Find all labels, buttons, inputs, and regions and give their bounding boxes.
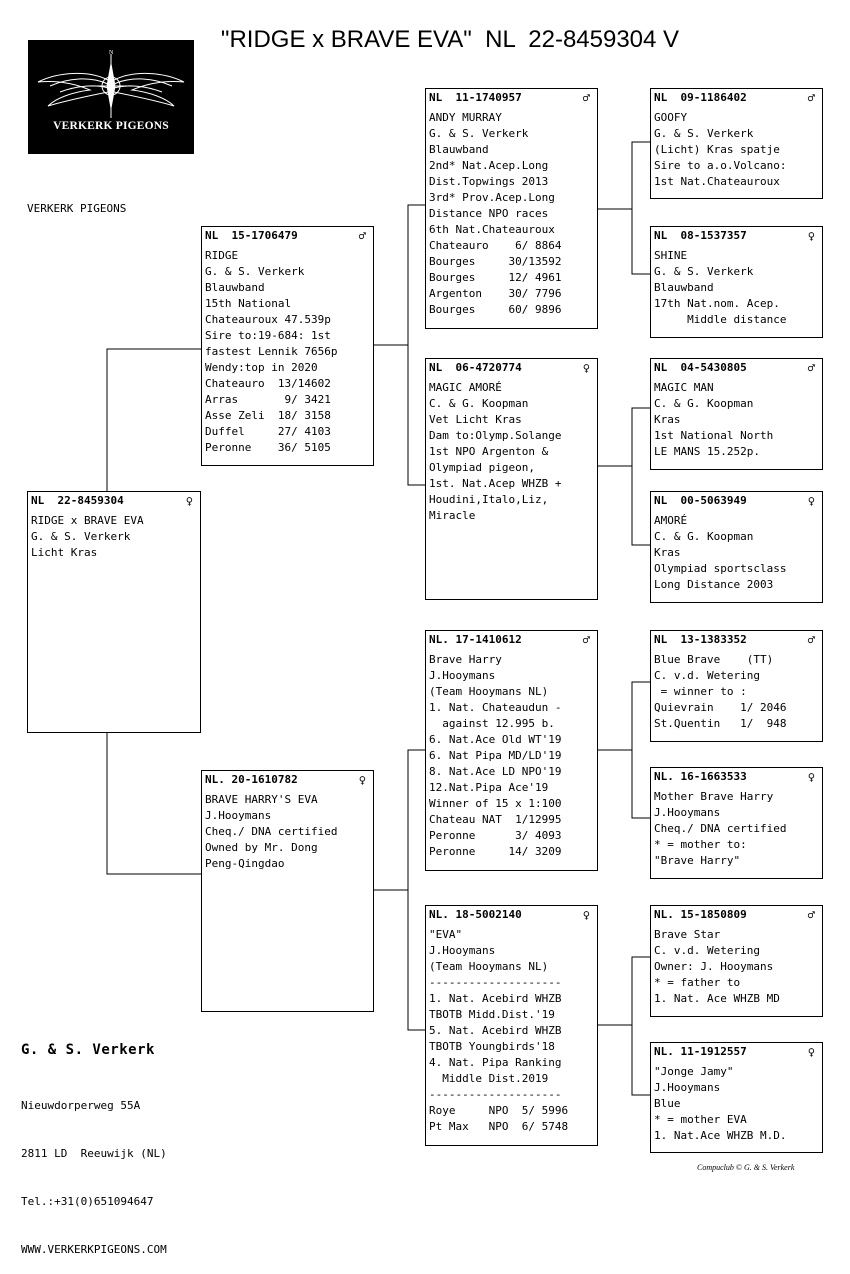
- detail-line: Peng-Qingdao: [205, 857, 285, 870]
- detail-line: --------------------: [429, 1088, 562, 1101]
- detail-line: (Team Hooymans NL): [429, 685, 549, 698]
- detail-line: 6. Nat Pipa MD/LD'19: [429, 749, 562, 762]
- detail-line: Olympiad sportsclass: [654, 562, 787, 575]
- detail-line: Dam to:Olymp.Solange: [429, 429, 562, 442]
- detail-line: LE MANS 15.252p.: [654, 445, 760, 458]
- detail-line: Owner: J. Hooymans: [654, 960, 774, 973]
- pigeon-details: [205, 248, 370, 456]
- pigeon-details: [654, 248, 819, 328]
- owner-address: Nieuwdorperweg 55A: [21, 1099, 141, 1112]
- sire-dam-sire-card: [650, 358, 823, 470]
- detail-line: Mother Brave Harry: [654, 790, 774, 803]
- detail-line: 6. Nat.Ace Old WT'19: [429, 733, 562, 746]
- female-sex-icon: ♀: [358, 773, 366, 787]
- detail-line: Chateauroux 47.539p: [205, 313, 331, 326]
- detail-line: Wendy:top in 2020: [205, 361, 318, 374]
- detail-line: Duffel 27/ 4103: [205, 425, 331, 438]
- detail-line: Peronne 36/ 5105: [205, 441, 331, 454]
- detail-line: = winner to :: [654, 685, 747, 698]
- detail-line: 12.Nat.Pipa Ace'19: [429, 781, 549, 794]
- ring-number: NL. 16-1663533: [654, 770, 747, 783]
- pigeon-details: [31, 513, 197, 561]
- detail-line: Peronne 14/ 3209: [429, 845, 562, 858]
- detail-line: Arras 9/ 3421: [205, 393, 331, 406]
- owner-name: G. & S. Verkerk: [21, 1042, 155, 1058]
- sire-sire-sire-card: [650, 88, 823, 199]
- female-sex-icon: ♀: [582, 908, 590, 922]
- female-sex-icon: ♀: [185, 494, 193, 508]
- detail-line: Cheq./ DNA certified: [205, 825, 338, 838]
- male-sex-icon: ♂: [807, 361, 815, 375]
- detail-line: C. v.d. Wetering: [654, 944, 760, 957]
- ring-number: NL 08-1537357: [654, 229, 747, 242]
- pigeon-details: [429, 110, 594, 318]
- detail-line: --------------------: [429, 976, 562, 989]
- detail-line: GOOFY: [654, 111, 688, 124]
- detail-line: "Brave Harry": [654, 854, 741, 867]
- female-sex-icon: ♀: [582, 361, 590, 375]
- detail-line: Brave Star: [654, 928, 721, 941]
- detail-line: Argenton 30/ 7796: [429, 287, 562, 300]
- detail-line: Middle distance: [654, 313, 787, 326]
- detail-line: 1st. Nat.Acep WHZB +: [429, 477, 562, 490]
- detail-line: 6th Nat.Chateauroux: [429, 223, 555, 236]
- dam-dam-dam-card: [650, 1042, 823, 1153]
- detail-line: Bourges 12/ 4961: [429, 271, 562, 284]
- detail-line: 5. Nat. Acebird WHZB: [429, 1024, 562, 1037]
- detail-line: G. & S. Verkerk: [31, 530, 131, 543]
- detail-line: 1. Nat. Chateaudun -: [429, 701, 562, 714]
- male-sex-icon: ♂: [807, 91, 815, 105]
- detail-line: Blauwband: [654, 281, 714, 294]
- detail-line: J.Hooymans: [654, 1081, 721, 1094]
- detail-line: Blauwband: [205, 281, 265, 294]
- detail-line: against 12.995 b.: [429, 717, 555, 730]
- detail-line: Dist.Topwings 2013: [429, 175, 549, 188]
- ring-number: NL 09-1186402: [654, 91, 747, 104]
- male-sex-icon: ♂: [358, 229, 366, 243]
- detail-line: Quievrain 1/ 2046: [654, 701, 787, 714]
- ring-number: NL. 17-1410612: [429, 633, 522, 646]
- detail-line: Pt Max NPO 6/ 5748: [429, 1120, 569, 1133]
- detail-line: J.Hooymans: [429, 944, 496, 957]
- dam-sire-card: [425, 630, 598, 871]
- detail-line: 3rd* Prov.Acep.Long: [429, 191, 555, 204]
- detail-line: Blue: [654, 1097, 681, 1110]
- male-sex-icon: ♂: [582, 91, 590, 105]
- detail-line: TBOTB Youngbirds'18: [429, 1040, 555, 1053]
- detail-line: 1. Nat.Ace WHZB M.D.: [654, 1129, 787, 1142]
- detail-line: MAGIC MAN: [654, 381, 714, 394]
- detail-line: Houdini,Italo,Liz,: [429, 493, 549, 506]
- male-sex-icon: ♂: [807, 633, 815, 647]
- detail-line: Long Distance 2003: [654, 578, 774, 591]
- detail-line: Olympiad pigeon,: [429, 461, 535, 474]
- male-sex-icon: ♂: [807, 908, 815, 922]
- pigeon-details: [654, 380, 819, 460]
- ring-number: NL 04-5430805: [654, 361, 747, 374]
- pigeon-details: [429, 652, 594, 860]
- detail-line: C. & G. Koopman: [654, 397, 754, 410]
- ring-number: NL. 20-1610782: [205, 773, 298, 786]
- detail-line: G. & S. Verkerk: [654, 127, 754, 140]
- pigeon-details: [205, 792, 370, 872]
- sire-card: [201, 226, 374, 466]
- sire-sire-card: [425, 88, 598, 329]
- detail-line: * = father to: [654, 976, 741, 989]
- detail-line: Vet Licht Kras: [429, 413, 522, 426]
- detail-line: * = mother to:: [654, 838, 747, 851]
- detail-line: Blue Brave (TT): [654, 653, 774, 666]
- female-sex-icon: ♀: [807, 770, 815, 784]
- detail-line: Bourges 30/13592: [429, 255, 562, 268]
- sire-dam-card: [425, 358, 598, 600]
- loft-label: VERKERK PIGEONS: [27, 202, 127, 215]
- detail-line: ANDY MURRAY: [429, 111, 502, 124]
- pigeon-details: [429, 380, 594, 524]
- female-sex-icon: ♀: [807, 494, 815, 508]
- ring-number: NL. 11-1912557: [654, 1045, 747, 1058]
- detail-line: Middle Dist.2019: [429, 1072, 549, 1085]
- dam-sire-sire-card: [650, 630, 823, 742]
- detail-line: Peronne 3/ 4093: [429, 829, 562, 842]
- detail-line: (Team Hooymans NL): [429, 960, 549, 973]
- ring-number: NL. 15-1850809: [654, 908, 747, 921]
- detail-line: 1st Nat.Chateauroux: [654, 175, 780, 188]
- logo-text: VERKERK PIGEONS: [53, 120, 169, 132]
- detail-line: Sire to:19-684: 1st: [205, 329, 331, 342]
- detail-line: 1st NPO Argenton &: [429, 445, 549, 458]
- detail-line: BRAVE HARRY'S EVA: [205, 793, 318, 806]
- detail-line: RIDGE: [205, 249, 239, 262]
- detail-line: 1st National North: [654, 429, 774, 442]
- ring-number: NL. 18-5002140: [429, 908, 522, 921]
- detail-line: G. & S. Verkerk: [205, 265, 305, 278]
- detail-line: 17th Nat.nom. Acep.: [654, 297, 780, 310]
- owner-phone: Tel.:+31(0)651094647: [21, 1195, 154, 1208]
- ring-number: NL 13-1383352: [654, 633, 747, 646]
- detail-line: J.Hooymans: [654, 806, 721, 819]
- pigeon-details: [654, 513, 819, 593]
- detail-line: C. v.d. Wetering: [654, 669, 760, 682]
- detail-line: 1. Nat. Ace WHZB MD: [654, 992, 780, 1005]
- detail-line: 1. Nat. Acebird WHZB: [429, 992, 562, 1005]
- detail-line: Chateau NAT 1/12995: [429, 813, 562, 826]
- ring-number: NL 11-1740957: [429, 91, 522, 104]
- detail-line: MAGIC AMORÉ: [429, 381, 502, 394]
- detail-line: 15th National: [205, 297, 292, 310]
- detail-line: AMORÉ: [654, 514, 688, 527]
- detail-line: TBOTB Midd.Dist.'19: [429, 1008, 555, 1021]
- ring-number: NL 00-5063949: [654, 494, 747, 507]
- detail-line: Asse Zeli 18/ 3158: [205, 409, 331, 422]
- detail-line: Licht Kras: [31, 546, 98, 559]
- detail-line: (Licht) Kras spatje: [654, 143, 780, 156]
- detail-line: G. & S. Verkerk: [654, 265, 754, 278]
- detail-line: "EVA": [429, 928, 463, 941]
- dam-sire-dam-card: [650, 767, 823, 879]
- pigeon-details: [654, 652, 819, 732]
- detail-line: C. & G. Koopman: [429, 397, 529, 410]
- detail-line: Sire to a.o.Volcano:: [654, 159, 787, 172]
- detail-line: * = mother EVA: [654, 1113, 747, 1126]
- pigeon-details: [654, 789, 819, 869]
- dam-dam-card: [425, 905, 598, 1146]
- detail-line: Distance NPO races: [429, 207, 549, 220]
- detail-line: Chateauro 6/ 8864: [429, 239, 562, 252]
- detail-line: Winner of 15 x 1:100: [429, 797, 562, 810]
- detail-line: RIDGE x BRAVE EVA: [31, 514, 144, 527]
- ring-number: NL 06-4720774: [429, 361, 522, 374]
- subject-card: [27, 491, 201, 733]
- ring-number: NL 15-1706479: [205, 229, 298, 242]
- sire-dam-dam-card: [650, 491, 823, 603]
- detail-line: Brave Harry: [429, 653, 502, 666]
- detail-line: fastest Lennik 7656p: [205, 345, 338, 358]
- dam-dam-sire-card: [650, 905, 823, 1017]
- pigeon-details: [654, 927, 819, 1007]
- dam-card: [201, 770, 374, 1012]
- detail-line: Cheq./ DNA certified: [654, 822, 787, 835]
- detail-line: "Jonge Jamy": [654, 1065, 734, 1078]
- detail-line: Owned by Mr. Dong: [205, 841, 318, 854]
- owner-city: 2811 LD Reeuwijk (NL): [21, 1147, 167, 1160]
- detail-line: 2nd* Nat.Acep.Long: [429, 159, 549, 172]
- pigeon-details: [429, 927, 594, 1135]
- detail-line: J.Hooymans: [205, 809, 272, 822]
- male-sex-icon: ♂: [582, 633, 590, 647]
- credit: Compuclub © G. & S. Verkerk: [697, 1163, 795, 1172]
- detail-line: C. & G. Koopman: [654, 530, 754, 543]
- detail-line: 8. Nat.Ace LD NPO'19: [429, 765, 562, 778]
- ring-number: NL 22-8459304: [31, 494, 124, 507]
- pigeon-details: [654, 110, 819, 190]
- detail-line: SHINE: [654, 249, 688, 262]
- detail-line: G. & S. Verkerk: [429, 127, 529, 140]
- detail-line: Miracle: [429, 509, 476, 522]
- detail-line: Roye NPO 5/ 5996: [429, 1104, 569, 1117]
- owner-contact: [21, 1066, 167, 1274]
- detail-line: 4. Nat. Pipa Ranking: [429, 1056, 562, 1069]
- female-sex-icon: ♀: [807, 229, 815, 243]
- detail-line: Blauwband: [429, 143, 489, 156]
- pedigree-title: "RIDGE x BRAVE EVA" NL 22-8459304 V: [220, 26, 680, 53]
- detail-line: Chateauro 13/14602: [205, 377, 331, 390]
- detail-line: Kras: [654, 546, 681, 559]
- svg-text:N: N: [109, 50, 114, 56]
- detail-line: Kras: [654, 413, 681, 426]
- sire-sire-dam-card: [650, 226, 823, 338]
- owner-website: WWW.VERKERKPIGEONS.COM: [21, 1243, 167, 1256]
- female-sex-icon: ♀: [807, 1045, 815, 1059]
- detail-line: J.Hooymans: [429, 669, 496, 682]
- pigeon-details: [654, 1064, 819, 1144]
- detail-line: St.Quentin 1/ 948: [654, 717, 787, 730]
- detail-line: Bourges 60/ 9896: [429, 303, 562, 316]
